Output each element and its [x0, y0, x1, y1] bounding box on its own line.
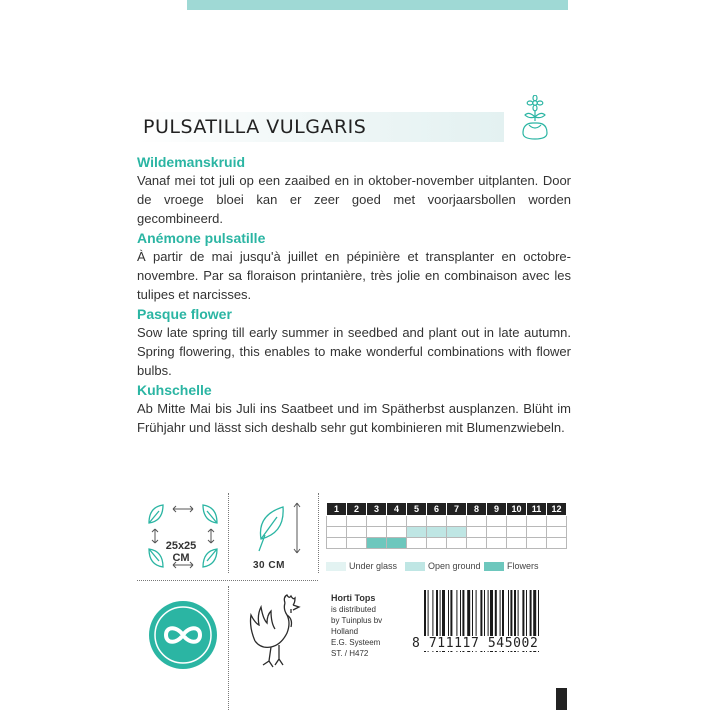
calendar-cell-flowers [427, 538, 447, 549]
top-color-bar [187, 0, 568, 10]
calendar-legend [326, 562, 571, 574]
calendar-cell-open [467, 527, 487, 538]
calendar-cell-glass [367, 516, 387, 527]
calendar-cell-flowers [507, 538, 527, 549]
page-title: PULSATILLA VULGARIS [143, 116, 367, 138]
section-title: Pasque flower [137, 306, 232, 322]
barcode-number: 8 711117 545002 [412, 636, 572, 651]
section-english [137, 306, 571, 380]
calendar-cell-open [547, 527, 567, 538]
calendar-cell-flowers [327, 538, 347, 549]
legend-open-ground: Open ground [428, 561, 481, 571]
height-label: 30 CM [253, 560, 285, 571]
legend-under-glass: Under glass [349, 561, 398, 571]
calendar-month-6: 6 [427, 503, 447, 516]
legend-swatch-glass [326, 562, 346, 571]
company-line: Holland [331, 627, 359, 636]
company-info [331, 593, 382, 659]
calendar-cell-flowers [407, 538, 427, 549]
calendar-header [327, 503, 567, 516]
section-title: Anémone pulsatille [137, 230, 266, 246]
company-line: by Tuinplus bv [331, 616, 383, 625]
calendar-month-11: 11 [527, 503, 547, 516]
calendar-cell-open [527, 527, 547, 538]
description-content [137, 154, 571, 439]
info-panel [137, 493, 571, 710]
calendar-month-1: 1 [327, 503, 347, 516]
company-line: E.G. Systeem [331, 638, 381, 647]
divider [228, 586, 229, 710]
calendar-month-9: 9 [487, 503, 507, 516]
calendar-cell-flowers [387, 538, 407, 549]
divider [228, 493, 229, 573]
print-mark [556, 688, 567, 710]
section-body: Vanaf mei tot juli op een zaaibed en in oktober-november uitplanten. Door de vroege bloei kan er zeer goed met voorjaarsbollen worden gecombineerd. [137, 173, 571, 226]
calendar-month-4: 4 [387, 503, 407, 516]
section-title: Kuhschelle [137, 382, 212, 398]
calendar-cell-flowers [527, 538, 547, 549]
calendar-cell-flowers [367, 538, 387, 549]
calendar-cell-glass [467, 516, 487, 527]
spacing-unit: CM [172, 552, 190, 564]
calendar-cell-open [447, 527, 467, 538]
calendar-cell-flowers [547, 538, 567, 549]
calendar-cell-glass [447, 516, 467, 527]
flower-icon [515, 95, 555, 140]
calendar-cell-glass [387, 516, 407, 527]
calendar-cell-open [347, 527, 367, 538]
calendar-cell-open [427, 527, 447, 538]
company-name: Horti Tops [331, 593, 376, 603]
calendar-month-7: 7 [447, 503, 467, 516]
company-line: is distributed [331, 605, 376, 614]
calendar-cell-glass [347, 516, 367, 527]
calendar-cell-glass [327, 516, 347, 527]
legend-flowers: Flowers [507, 561, 539, 571]
sowing-calendar [326, 502, 567, 549]
calendar-cell-glass [547, 516, 567, 527]
company-line: ST. / H472 [331, 649, 369, 658]
calendar-cell-flowers [467, 538, 487, 549]
calendar-cell-open [507, 527, 527, 538]
calendar-row-glass [327, 516, 567, 527]
spacing-label [163, 540, 199, 564]
section-body: Ab Mitte Mai bis Juli ins Saatbeet und im Spätherbst ausplanzen. Blüht im Frühjahr und lässt sich deshalb sehr gut kombinieren mit Blumenzwiebeln. [137, 401, 571, 435]
calendar-cell-glass [527, 516, 547, 527]
divider [137, 580, 318, 581]
legend-swatch-open [405, 562, 425, 571]
section-body: Sow late spring till early summer in seedbed and plant out in late autumn. Spring flowering, this enables to make wonderful combinations with flower bulbs. [137, 325, 571, 378]
calendar-cell-flowers [447, 538, 467, 549]
calendar-cell-flowers [347, 538, 367, 549]
calendar-cell-open [387, 527, 407, 538]
divider [318, 493, 319, 573]
calendar-month-3: 3 [367, 503, 387, 516]
calendar-row-open [327, 527, 567, 538]
spacing-value: 25x25 [165, 540, 197, 552]
section-german [137, 382, 571, 437]
calendar-month-8: 8 [467, 503, 487, 516]
calendar-cell-open [367, 527, 387, 538]
calendar-cell-open [487, 527, 507, 538]
section-dutch [137, 154, 571, 228]
section-french [137, 230, 571, 304]
section-title: Wildemanskruid [137, 154, 246, 170]
calendar-cell-open [407, 527, 427, 538]
calendar-month-5: 5 [407, 503, 427, 516]
calendar-row-flowers [327, 538, 567, 549]
calendar-cell-glass [407, 516, 427, 527]
calendar-month-2: 2 [347, 503, 367, 516]
calendar-cell-glass [427, 516, 447, 527]
legend-swatch-flowers [484, 562, 504, 571]
calendar-cell-glass [487, 516, 507, 527]
leaf-icon [255, 499, 305, 557]
infinity-icon [144, 596, 222, 674]
calendar-month-10: 10 [507, 503, 527, 516]
calendar-month-12: 12 [547, 503, 567, 516]
section-body: À partir de mai jusqu'à juillet en pépinière et transplanter en octobre-novembre. Par sa floraison printanière, très jolie en combinaison avec les tulipes et narcisses. [137, 249, 571, 302]
calendar-cell-glass [507, 516, 527, 527]
calendar-cell-open [327, 527, 347, 538]
calendar-cell-flowers [487, 538, 507, 549]
rooster-icon [241, 593, 309, 677]
